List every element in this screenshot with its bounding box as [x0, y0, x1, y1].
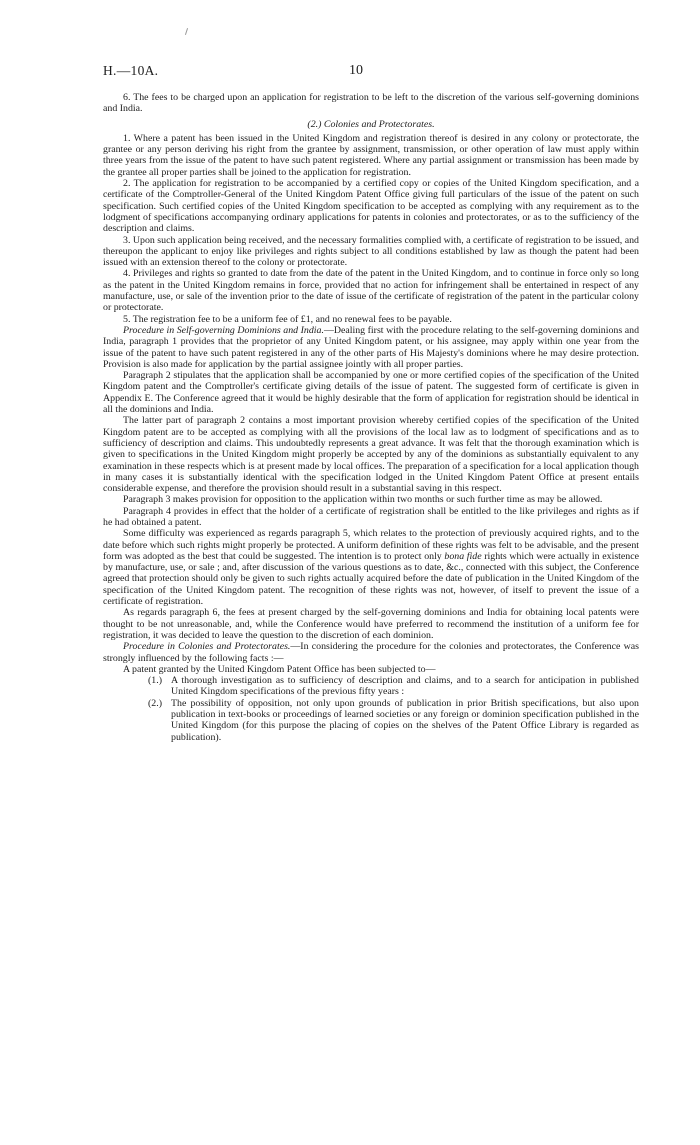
- paragraph-2-note: Paragraph 2 stipulates that the application shall be accompanied by one or more certified copies of the specification of the United Kingdom patent and the Comptroller's certificate giving details of the issue of patent. The suggested form of certificate is given in Appendix E. The Conference agreed that it would be highly desirable that the form of application for registration should be identical in all the dominions and India.: [103, 370, 639, 416]
- procedure-dominions-heading: Procedure in Self-governing Dominions and India.: [123, 324, 324, 336]
- clause-5: 5. The registration fee to be a uniform fee of £1, and no renewal fees to be payable.: [123, 313, 452, 325]
- paragraph-fees: 6. The fees to be charged upon an application for registration to be left to the discretion of the various self-governing dominions and India.: [103, 92, 639, 115]
- clause-3: 3. Upon such application being received, and the necessary formalities complied with, a certificate of registration to be issued, and thereupon the applicant to enjoy like privileges and rights subject to all conditions established by law as though the patent had been issued with an extension thereof to the colony or protectorate.: [103, 234, 639, 269]
- list-item: [103, 675, 639, 698]
- procedure-dominions-text: —Dealing first with the procedure relating to the self-governing dominions and India, paragraph 1 provides that the proprietor of any United Kingdom patent, or his assignee, may apply within one year from the issue of the patent to have such patent registered in any of the other parts of His Majesty's dominions where he may desire protection. Provision is also made for application by the partial assignee jointly with all proper parties.: [103, 324, 640, 370]
- paragraph-5-text-a: Some difficulty was experienced as regards paragraph 5, which relates to the protection of previously acquired rights, and to the date before which such rights might properly be protected. A uniform definition of these rights was felt to be advisable, and the present form was adopted as the best that could be suggested. The intention is to protect only: [103, 528, 639, 562]
- list-intro: A patent granted by the United Kingdom Patent Office has been subjected to—: [123, 663, 436, 675]
- paragraph-6-note: As regards paragraph 6, the fees at present charged by the self-governing dominions and India for obtaining local patents were thought to be not unreasonable, and, while the Conference would have preferred to recommend the institution of a uniform fee for registration, it was decided to leave the question to the discretion of each dominion.: [103, 607, 639, 641]
- document-body: [103, 92, 639, 743]
- section-heading: [103, 119, 639, 130]
- clause-2: 2. The application for registration to be accompanied by a certified copy or copies of the United Kingdom specification, and a certificate of the Comptroller-General of the United Kingdom Patent Office giving full particulars of the issue of the patent on such specification. Such certified copies of the United Kingdom specification to be accepted as complying with any requirement as to the lodgment of specifications accompanying ordinary applications for patents in colonies and protectorates, or as to the sufficiency of the description and claims.: [103, 178, 639, 235]
- list-item-number: (1.): [148, 675, 162, 687]
- latter-part-note: The latter part of paragraph 2 contains a most important provision whereby certified copies of the specification of the United Kingdom patent are to be accepted as complying with all the provisions of the local law as to lodgment of specifications and as to sufficiency of description and claims. This undoubtedly represents a great advance. It was felt that the thorough examination which is given to specifications in the United Kingdom might properly be accepted by any of the dominions as substantially equivalent to any examination in these respects which is at present made by local offices. The preparation of a specification for a local application though in many cases it is substantially identical with the specification lodged in the United Kingdom Patent Office at present entails considerable expense, and therefore the provision should result in a substantial saving in this respect.: [103, 415, 639, 495]
- paragraph-5-text-b: rights which were actually in existence by manufacture, use, or sale ; and, after discussion of the various questions as to date, &c., connected with this subject, the Conference agreed that protection should only be given to such rights actually acquired before the date of publication in the United Kingdom of the specification of the United Kingdom patent. The recognition of these rights was not, however, of itself to prevent the issue of a certificate of registration.: [103, 550, 640, 608]
- section-heading-text: (2.) Colonies and Protectorates.: [307, 118, 435, 130]
- paragraph-3-note: Paragraph 3 makes provision for opposition to the application within two months or such further time as may be allowed.: [123, 494, 603, 506]
- list-item-number: (2.): [148, 697, 162, 709]
- margin-mark: [185, 28, 188, 35]
- procedure-colonies-text: —In considering the procedure for the colonies and protectorates, the Conference was strongly influenced by the following facts :—: [103, 641, 639, 664]
- procedure-dominions: [103, 325, 639, 370]
- procedure-colonies: [103, 641, 639, 664]
- paragraph-5-emphasis: bona fide: [444, 550, 482, 562]
- list-item: [103, 698, 639, 743]
- list-item-text: A thorough investigation as to sufficiency of description and claims, and to a search for anticipation in published United Kingdom specifications of the previous fifty years :: [171, 675, 639, 698]
- procedure-colonies-heading: Procedure in Colonies and Protectorates.: [123, 641, 291, 653]
- paragraph-5-note: [103, 528, 639, 607]
- facts-list: [103, 675, 639, 743]
- clause-1: 1. Where a patent has been issued in the United Kingdom and registration thereof is desired in any colony or protectorate, the grantee or any person deriving his right from the grantee by assignment, transmission, or other operation of law must apply within three years from the issue of the patent to have such patent registered. Where any partial assignment or transmission has been made by the grantee all proper parties shall be joined to the application for registration.: [103, 132, 639, 178]
- clause-4: 4. Privileges and rights so granted to date from the date of the patent in the United Kingdom, and to continue in force only so long as the patent in the United Kingdom remains in force, provided that no action for infringement shall be entertained in respect of any manufacture, use, or sale of the invention prior to the date of issue of the certificate of registration of the patent in the particular colony or protectorate.: [103, 268, 639, 314]
- document-reference: H.—10A.: [103, 63, 159, 78]
- paragraph-4-note: Paragraph 4 provides in effect that the holder of a certificate of registration shall be entitled to the like privileges and rights as if he had obtained a patent.: [103, 505, 639, 528]
- list-item-text: The possibility of opposition, not only upon grounds of publication in prior British specifications, but also upon publication in text-books or proceedings of learned societies or any foreign or dominion specification published in the United Kingdom (for this purpose the placing of copies on the shelves of the Patent Office Library is regarded as publication).: [171, 697, 639, 743]
- page-number: 10: [349, 63, 363, 78]
